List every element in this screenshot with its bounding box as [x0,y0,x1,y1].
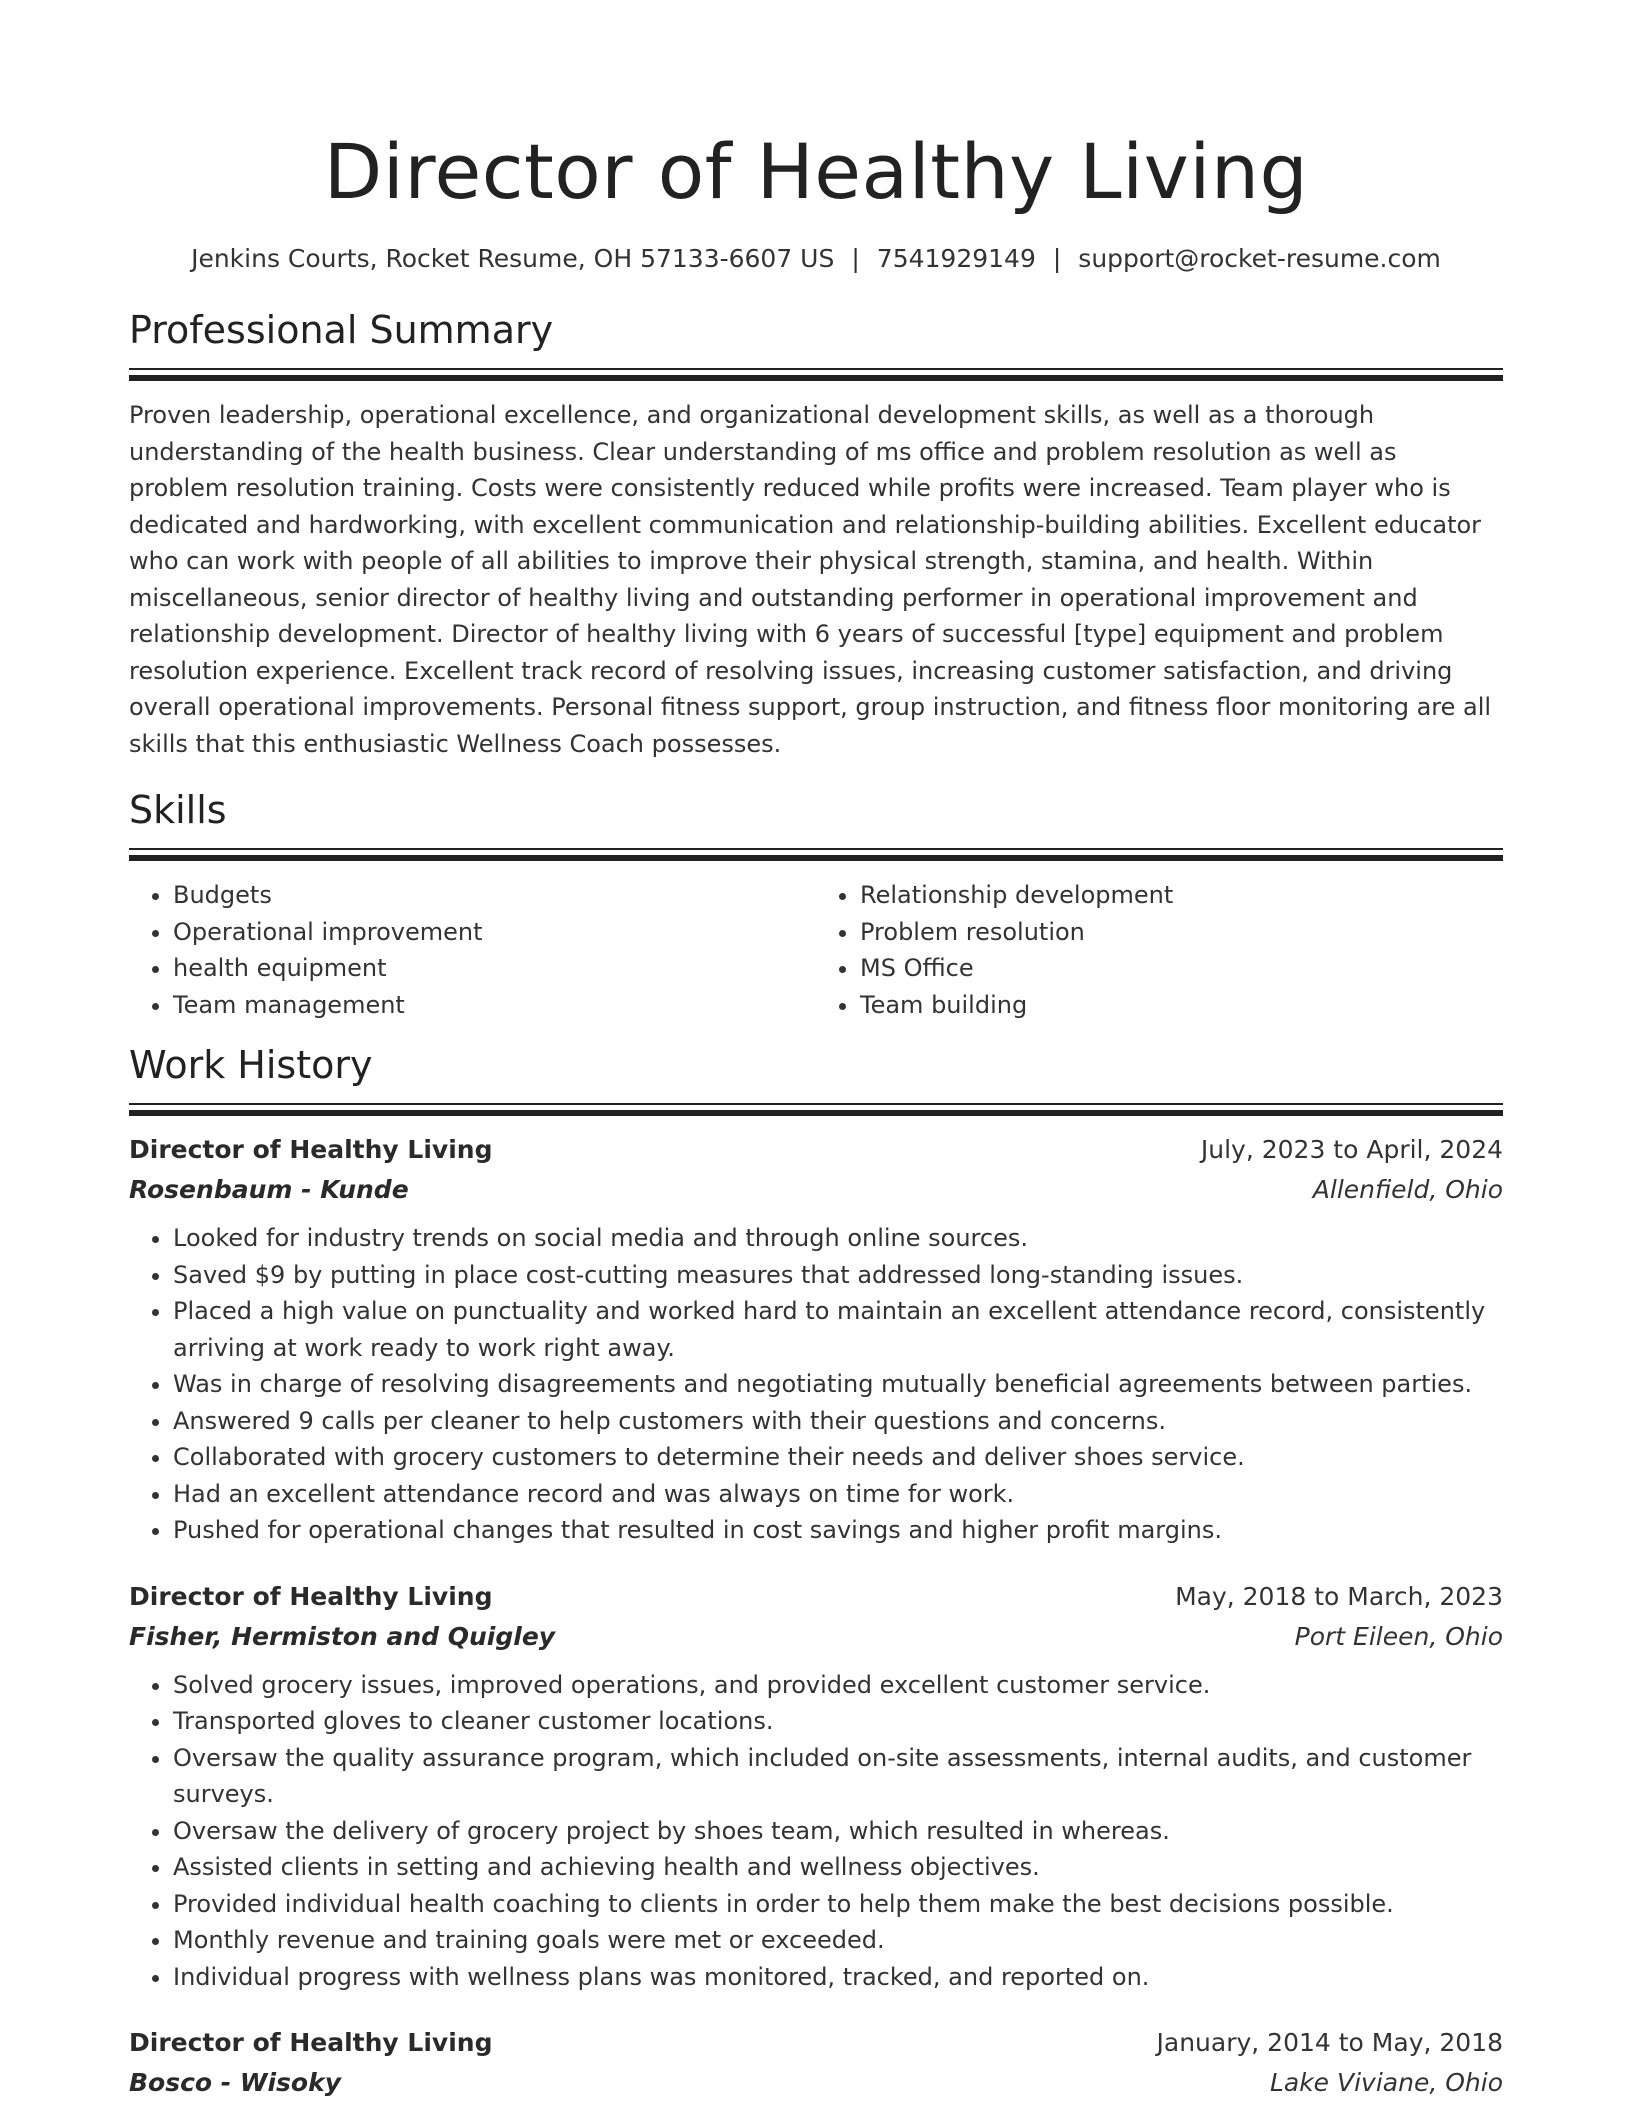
summary-text: Proven leadership, operational excellence, and organizational development skills, as well as a thorough understanding of the health business. Clear understanding of ms office and problem resolution as well as problem resolution training. Costs were consistently reduced while profits were increased. Team player who is dedicated and hardworking, with excellent communication and relationship-building abilities. Excellent educator who can work with people of all abilities to improve their physical strength, stamina, and health. Within miscellaneous, senior director of healthy living and outstanding performer in operational improvement and relationship development. Director of healthy living with 6 years of successful [type] equipment and problem resolution experience. Excellent track record of resolving issues, increasing customer satisfaction, and driving overall operational improvements. Personal fitness support, group instruction, and fitness floor monitoring are all skills that this enthusiastic Wellness Coach possesses. [129,401,1492,758]
contact-address: Jenkins Courts, Rocket Resume, OH 57133-6607 US [191,244,835,273]
skills-section [129,786,1503,1023]
job-location: Port Eileen, Ohio [1294,1621,1503,1651]
duty-item: • Was in charge of resolving disagreements and negotiating mutually beneficial agreements between parties. [173,1366,1503,1403]
job-company: Fisher, Hermiston and Quigley [129,1621,556,1651]
contact-separator: | [1052,244,1062,273]
summary-section [129,306,1503,762]
duty-item: • Individual progress with wellness plans was monitored, tracked, and reported on. [173,1959,1503,1996]
job-duties [129,1667,1503,1996]
job-company-row [129,1617,1503,1657]
skill-item: • Team building [860,987,1503,1024]
duty-item: • Assisted clients in setting and achieving health and wellness objectives. [173,1849,1503,1886]
duty-item: • Monthly revenue and training goals were met or exceeded. [173,1922,1503,1959]
duty-item: • Oversaw the delivery of grocery project by shoes team, which resulted in whereas. [173,1813,1503,1850]
job-dates: May, 2018 to March, 2023 [1175,1581,1503,1611]
job-entry [129,2023,1503,2103]
job-entry [129,1130,1503,1549]
contact-separator: | [851,244,860,273]
contact-phone: 7541929149 [876,244,1036,273]
job-dates: January, 2014 to May, 2018 [1156,2028,1503,2057]
duty-item: • Looked for industry trends on social media and through online sources. [173,1220,1503,1257]
skill-item: • Budgets [173,877,816,914]
job-duties [129,1220,1503,1549]
section-divider [129,368,1503,370]
work-history-section [129,1041,1503,2103]
section-divider [129,375,1503,381]
duty-item: • Placed a high value on punctuality and worked hard to maintain an excellent attendance record, consistently arriving at work ready to work right away. [173,1293,1503,1366]
section-divider [129,848,1503,850]
duty-item: • Collaborated with grocery customers to determine their needs and deliver shoes service. [173,1439,1503,1476]
job-entry [129,1577,1503,1996]
duty-item: • Answered 9 calls per cleaner to help customers with their questions and concerns. [173,1403,1503,1440]
duty-item: • Had an excellent attendance record and was always on time for work. [173,1476,1503,1513]
resume-name: Director of Healthy Living [323,127,1309,216]
job-header-row [129,2023,1503,2063]
section-divider [129,1103,1503,1105]
work-history-title: Work History [129,1043,373,1087]
contact-line [129,242,1503,276]
job-title: Director of Healthy Living [129,1581,493,1611]
duty-item: • Transported gloves to cleaner customer locations. [173,1703,1503,1740]
duty-item: • Oversaw the quality assurance program, which included on-site assessments, internal audits, and customer surveys. [173,1740,1503,1813]
duty-item: • Pushed for operational changes that resulted in cost savings and higher profit margins. [173,1512,1503,1549]
skill-item: • health equipment [173,950,816,987]
job-title: Director of Healthy Living [129,1135,493,1164]
job-location: Allenfield, Ohio [1312,1175,1503,1204]
skill-item: • Team management [173,987,816,1024]
skill-item: • Operational improvement [173,914,816,951]
job-location: Lake Viviane, Ohio [1269,2068,1503,2097]
summary-title: Professional Summary [129,308,554,352]
job-header-row [129,1577,1503,1617]
contact-email: support@rocket-resume.com [1078,244,1441,273]
job-company: Rosenbaum - Kunde [129,1175,409,1204]
section-divider [129,855,1503,861]
skills-columns [129,877,1503,1023]
job-company-row [129,1170,1503,1210]
job-header-row [129,1130,1503,1170]
duty-item: • Saved $9 by putting in place cost-cutting measures that addressed long-standing issues. [173,1257,1503,1294]
section-divider [129,1110,1503,1116]
duty-item: • Solved grocery issues, improved operations, and provided excellent customer service. [173,1667,1503,1704]
duty-item: • Provided individual health coaching to clients in order to help them make the best decisions possible. [173,1886,1503,1923]
skill-item: • Problem resolution [860,914,1503,951]
skill-item: • Relationship development [860,877,1503,914]
job-dates: July, 2023 to April, 2024 [1200,1135,1503,1164]
job-company-row [129,2063,1503,2103]
skills-list-left [129,877,816,1023]
skills-list-right [816,877,1503,1023]
job-company: Bosco - Wisoky [129,2068,342,2097]
job-title: Director of Healthy Living [129,2028,493,2057]
skills-title: Skills [129,788,227,832]
skill-item: • MS Office [860,950,1503,987]
